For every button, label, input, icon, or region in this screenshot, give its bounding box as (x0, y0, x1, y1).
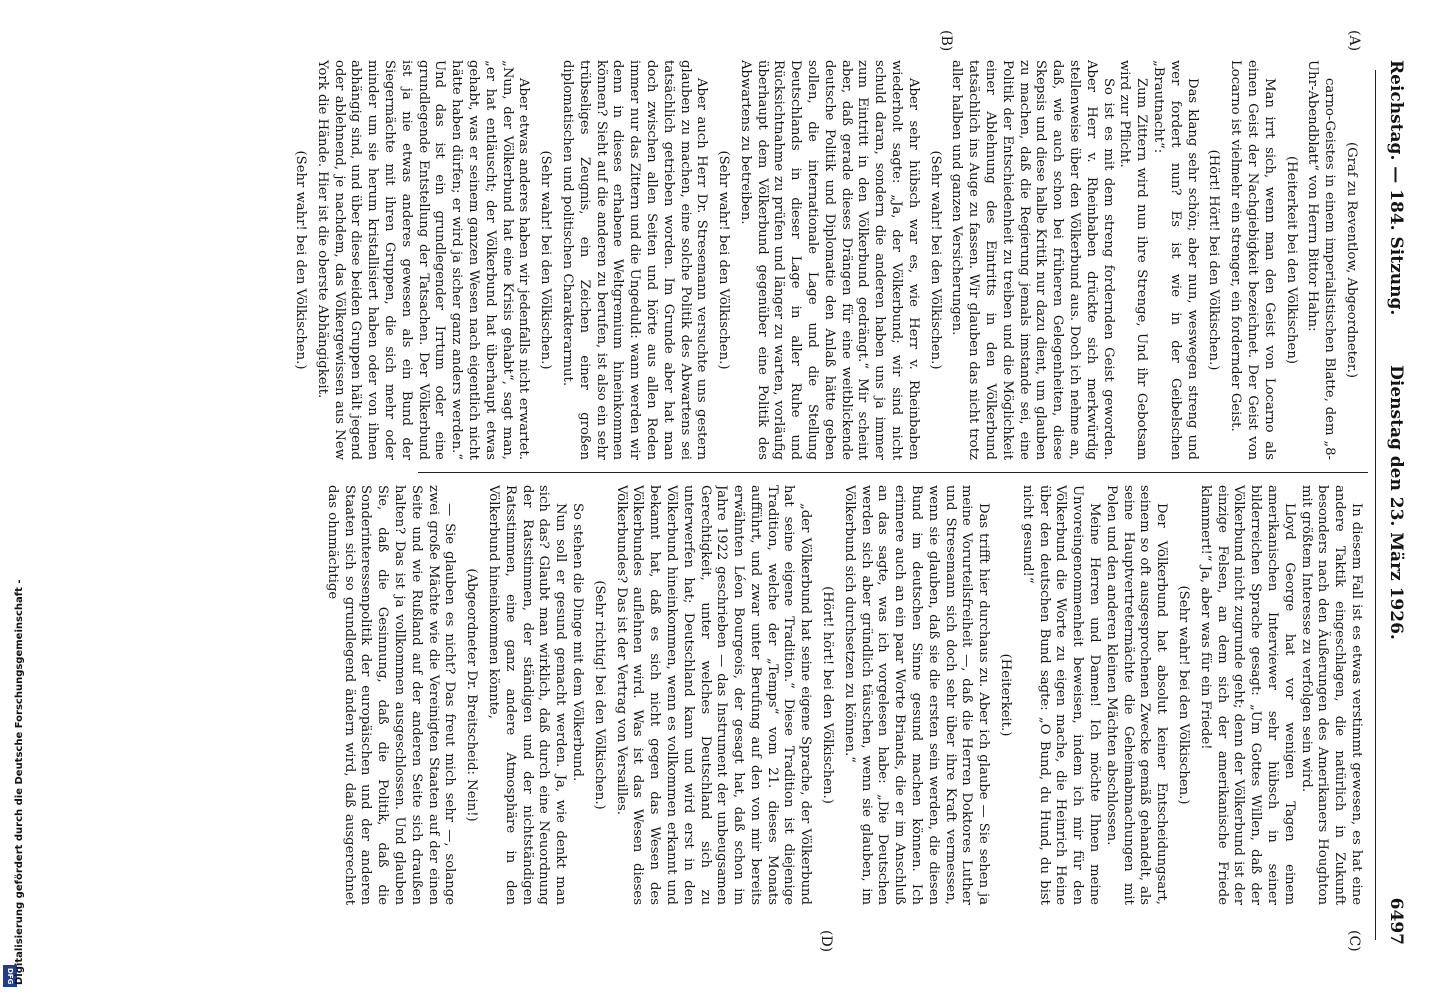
interjection: (Sehr wahr! bei den Völkischen.) (1176, 585, 1192, 805)
column-divider (418, 472, 1368, 473)
digitization-sidebar (0, 0, 25, 1000)
interjection: (Sehr wahr! bei den Völkischen.) (927, 150, 943, 370)
right-paragraph: „der Völkerbund hat seine eigene Sprache, der Völkerbund hat seine eigene Tradition.“ Diese Tradition ist diejenige Tradition, welche der „Temps“ vom 21. dieses Monats aufführt, und zwar unter Berufung auf den von mir bereits erwähnten Léon Bourgeois, der gesagt hat, daß schon im Jahre 1922 geschrieben — das Instrument der unbeugsamen Gerechtigkeit, unter welches Deutschland sich zu unterwerfen hat; Deutschland kann und wird erst in den Völkerbund hineinkommen, wenn es vollkommen erkannt und bekannt hat, daß es sich nicht gegen das Wesen des Völkerbundes auflehnen wird. Was ist das Wesen dieses Völkerbundes? Das ist der Vertrag von Versailles. (613, 485, 814, 905)
left-paragraph: Aber auch Herr Dr. Stresemann versuchte uns gestern glauben zu machen, eine solche Politik des Abwartens sei tatsächlich getrieben worden. Im Grunde aber hat man doch zwischen allen Seiten und hörte aus allen Reden immer nur das Zittern und die Ungeduld: wann werden wir denn in dieses erhabene Weltgremium hineinkommen können? Sieht auf die anderen zu berufen, ist also ein sehr trübseliges Zeugnis, ein Zeichen einer großen diplomatischen und politischen Charakterarmut. (559, 60, 710, 460)
interjection: (Hört! Hört! bei den Völkischen.) (1206, 149, 1222, 371)
right-paragraph: Das trifft hier durchaus zu. Aber ich glaube — Sie sehen ja meine Vorurteilsfreiheit —, daß die Herren Doktores Luther und Stresemann sich doch sehr über ihre Kraft vermessen, wenn sie glauben, daß sie die ersten sein werden, die diesen Bund im deutschen Sinne gesund machen können. Ich erinnere auch an ein paar Worte Briands, die er im Anschluß an das sagte, was ich vorgelesen habe: „Die Deutschen werden sich aber gründlich täuschen, wenn sie glauben, im Völkerbund sich durchsetzen zu können.“ (841, 485, 992, 905)
running-header (1380, 60, 1406, 945)
header-rule (1375, 70, 1376, 940)
left-paragraph: Zum Zittern wird nun ihre Strenge, Und ihr Gebotsam wird zur Pflicht. (1117, 60, 1150, 460)
left-paragraph: carno-Geistes in einem imperialistischen Blatte, dem „8-Uhr-Abendblatt“ von Herrn Bittor Hahn: (1305, 60, 1338, 460)
interjection: (Sehr richtig! bei den Völkischen.) (591, 580, 607, 810)
left-paragraph: Das klang sehr schön; aber nun, weswegen streng und wer fordert nun? Es ist wie in der Geibelschen „Brautnacht“: (1151, 60, 1200, 460)
right-paragraph: Lloyd George hat vor wenigen Tagen einem amerikanischen Interviewer sehr hübsch in seiner bilderreichen Sprache gesagt: „Um Gottes Willen, daß der Völkerbund nicht zugrunde geht; denn der Völkerbund ist der einzige Felsen, an dem sich der amerikanische Friede klammert!“ Ja, aber was für ein Friede! (1197, 485, 1297, 905)
margin-letter-d: (D) (818, 930, 834, 953)
right-paragraph: Meine Herren und Damen! Ich möchte Ihnen meine Unvoreingenommenheit beweisen, indem ich mir für den Völkerbund die Worte zu eigen mache, die Heinrich Heine über den deutschen Bund sagte: „O Bund, du Hund, du bist nicht gesund!“ (1019, 485, 1103, 905)
right-column (98, 485, 1364, 905)
interjection: (Sehr wahr! bei den Völkischen.) (538, 150, 554, 370)
interjection: (Graf zu Reventlow, Abgeordneter.) (1344, 141, 1359, 379)
right-paragraph: So stehen die Dinge mit dem Völkerbund. (569, 503, 585, 782)
margin-letter-a: (A) (1346, 30, 1362, 52)
interjection: (Heiterkeit.) (998, 653, 1014, 737)
page-number: 6497 (1386, 897, 1406, 945)
right-paragraph: Der Völkerbund hat absolut keiner Entscheidungsart, seinem so oft ausgesprochenen Zwecke gemäß gehandelt, als seine Hauptvertretermächte die Geheimabmachungen mit Polen und den anderen kleinen Mächten abschlossen. (1103, 485, 1170, 905)
left-paragraph: Aber etwas anderes haben wir jedenfalls nicht erwartet. „Nun, der Völkerbund hat eine Krisis gehabt“, sagt man, „er hat entläuscht; der Völkerbund hat überhaupt etwas gehabt, was er seinem ganzen Wesen nach eigentlich nicht hätte haben dürfen; er wird ja sicher ganz anders werden.“ Und das ist ein grundlegender Irrtum oder eine grundlegende Entstellung der Tatsachen. Der Völkerbund ist ja nie etwas anderes gewesen als ein Bund der Siegermächte mit ihren Gruppen, die sich mehr oder minder um sie herum kristallisiert haben oder von ihnen abhängig sind, und über diese beiden Gruppen hält jegend oder ablehnend, je nachdem, das Völkergewissen aus New York die Hände. Hier ist die oberste Abhängigkeit. (314, 60, 532, 460)
interjection: (Sehr wahr! bei den Völkischen.) (716, 150, 732, 370)
left-paragraph: Man irrt sich, wenn man den Geist von Locarno als einen Geist der Nachgiebigkeit bezeichnet. Der Geist von Locarno ist vielmehr ein strenger, ein fordernder Geist. (1228, 60, 1277, 460)
right-paragraph: — Sie glauben es nicht? Das freut mich sehr —, solange zwei große Mächte wie die Vereinigten Staaten auf der einen Seite und wie Rußland auf der anderen Seite sich draußen halten? Das ist ja vollkommen ausgeschlossen. Und glauben Sie, daß die Gesinnung, daß die Politik, daß die Sonderinteressenpolitik der europäischen und der anderen Staaten sich so grundlegend ändern wird, daß ausgerechnet das ohnmächtige (324, 485, 458, 905)
left-paragraph: So ist es mit dem streng fordernden Geist geworden. Aber Herr v. Rheinbaben drückte sich merkwürdig stellenweise über den Völkerbund aus. Doch ich nehme an, daß, wie auch schon bei früheren Gelegenheiten, diese Skepsis und diese halbe Kritik nur dazu dient, um glauben zu machen, daß die Regierung jemals imstande sei, eine Politik der Entschiedenheit zu treiben und die Möglichkeit einer Ablehnung des Eintritts in den Völkerbund tatsächlich ins Auge zu fassen. Wir glauben das nicht trotz aller halben und ganzen Versicherungen. (949, 60, 1116, 460)
header-left: Reichstag. — 184. Sitzung. (1386, 60, 1406, 316)
header-center: Dienstag den 23. März 1926. (1386, 365, 1406, 640)
interjection: (Hört! hört! bei den Völkischen.) (820, 586, 836, 804)
right-paragraph: In diesem Fall ist es etwas verstimmt gewesen, es hat eine andere Taktik eingeschlagen, die natürlich in Zukunft besonders nach den Äußerungen des Amerikaners Houghton mit größtem Interesse zu verfolgen sein wird. (1298, 485, 1364, 905)
margin-letter-c: (C) (1346, 930, 1362, 952)
left-paragraph: Aber sehr hübsch war es, wie Herr v. Rheinbaben wiederholt sagte: „Ja, der Völkerbund; wir sind nicht schuld daran, sondern die anderen haben uns ja immer zum Eintritt in den Völkerbund gedrängt.“ Mir scheint aber, daß gerade dieses Drängen für eine weitblickende deutsche Politik und Diplomatie den Anlaß hätte geben sollen, die internationale Lage und die Stellung Deutschlands in dieser Lage in aller Ruhe und Rücksichtnahme zu prüfen und länger zu warten, vorläufig überhaupt dem Völkerbund gegenüber eine Politik des Abwartens zu betreiben. (737, 60, 921, 460)
digitization-credit: Digitalisierung gefördert durch die Deutsche Forschungsgemeinschaft - (14, 579, 25, 985)
right-paragraph: Nun soll er gesund gemacht werden. Ja, wie denkt man sich das? Glaubt man wirklich, daß durch eine Neuordnung der Ratsstimmen, der ständigen und der nichtständigen Ratsstimmen, eine ganz andere Atmosphäre in den Völkerbund hineinkommen könnte, (485, 485, 569, 905)
margin-letter-b: (B) (938, 30, 954, 52)
interjection: (Sehr wahr! bei den Völkischen.) (292, 150, 308, 370)
interjection: (Heiterkeit bei den Völkischen) (1283, 156, 1299, 364)
interjection: (Abgeordneter Dr. Breitscheid: Nein!) (464, 568, 480, 822)
scanned-page (58, 0, 1434, 1000)
left-column (98, 60, 1364, 460)
dfg-logo: DFG (3, 965, 17, 987)
